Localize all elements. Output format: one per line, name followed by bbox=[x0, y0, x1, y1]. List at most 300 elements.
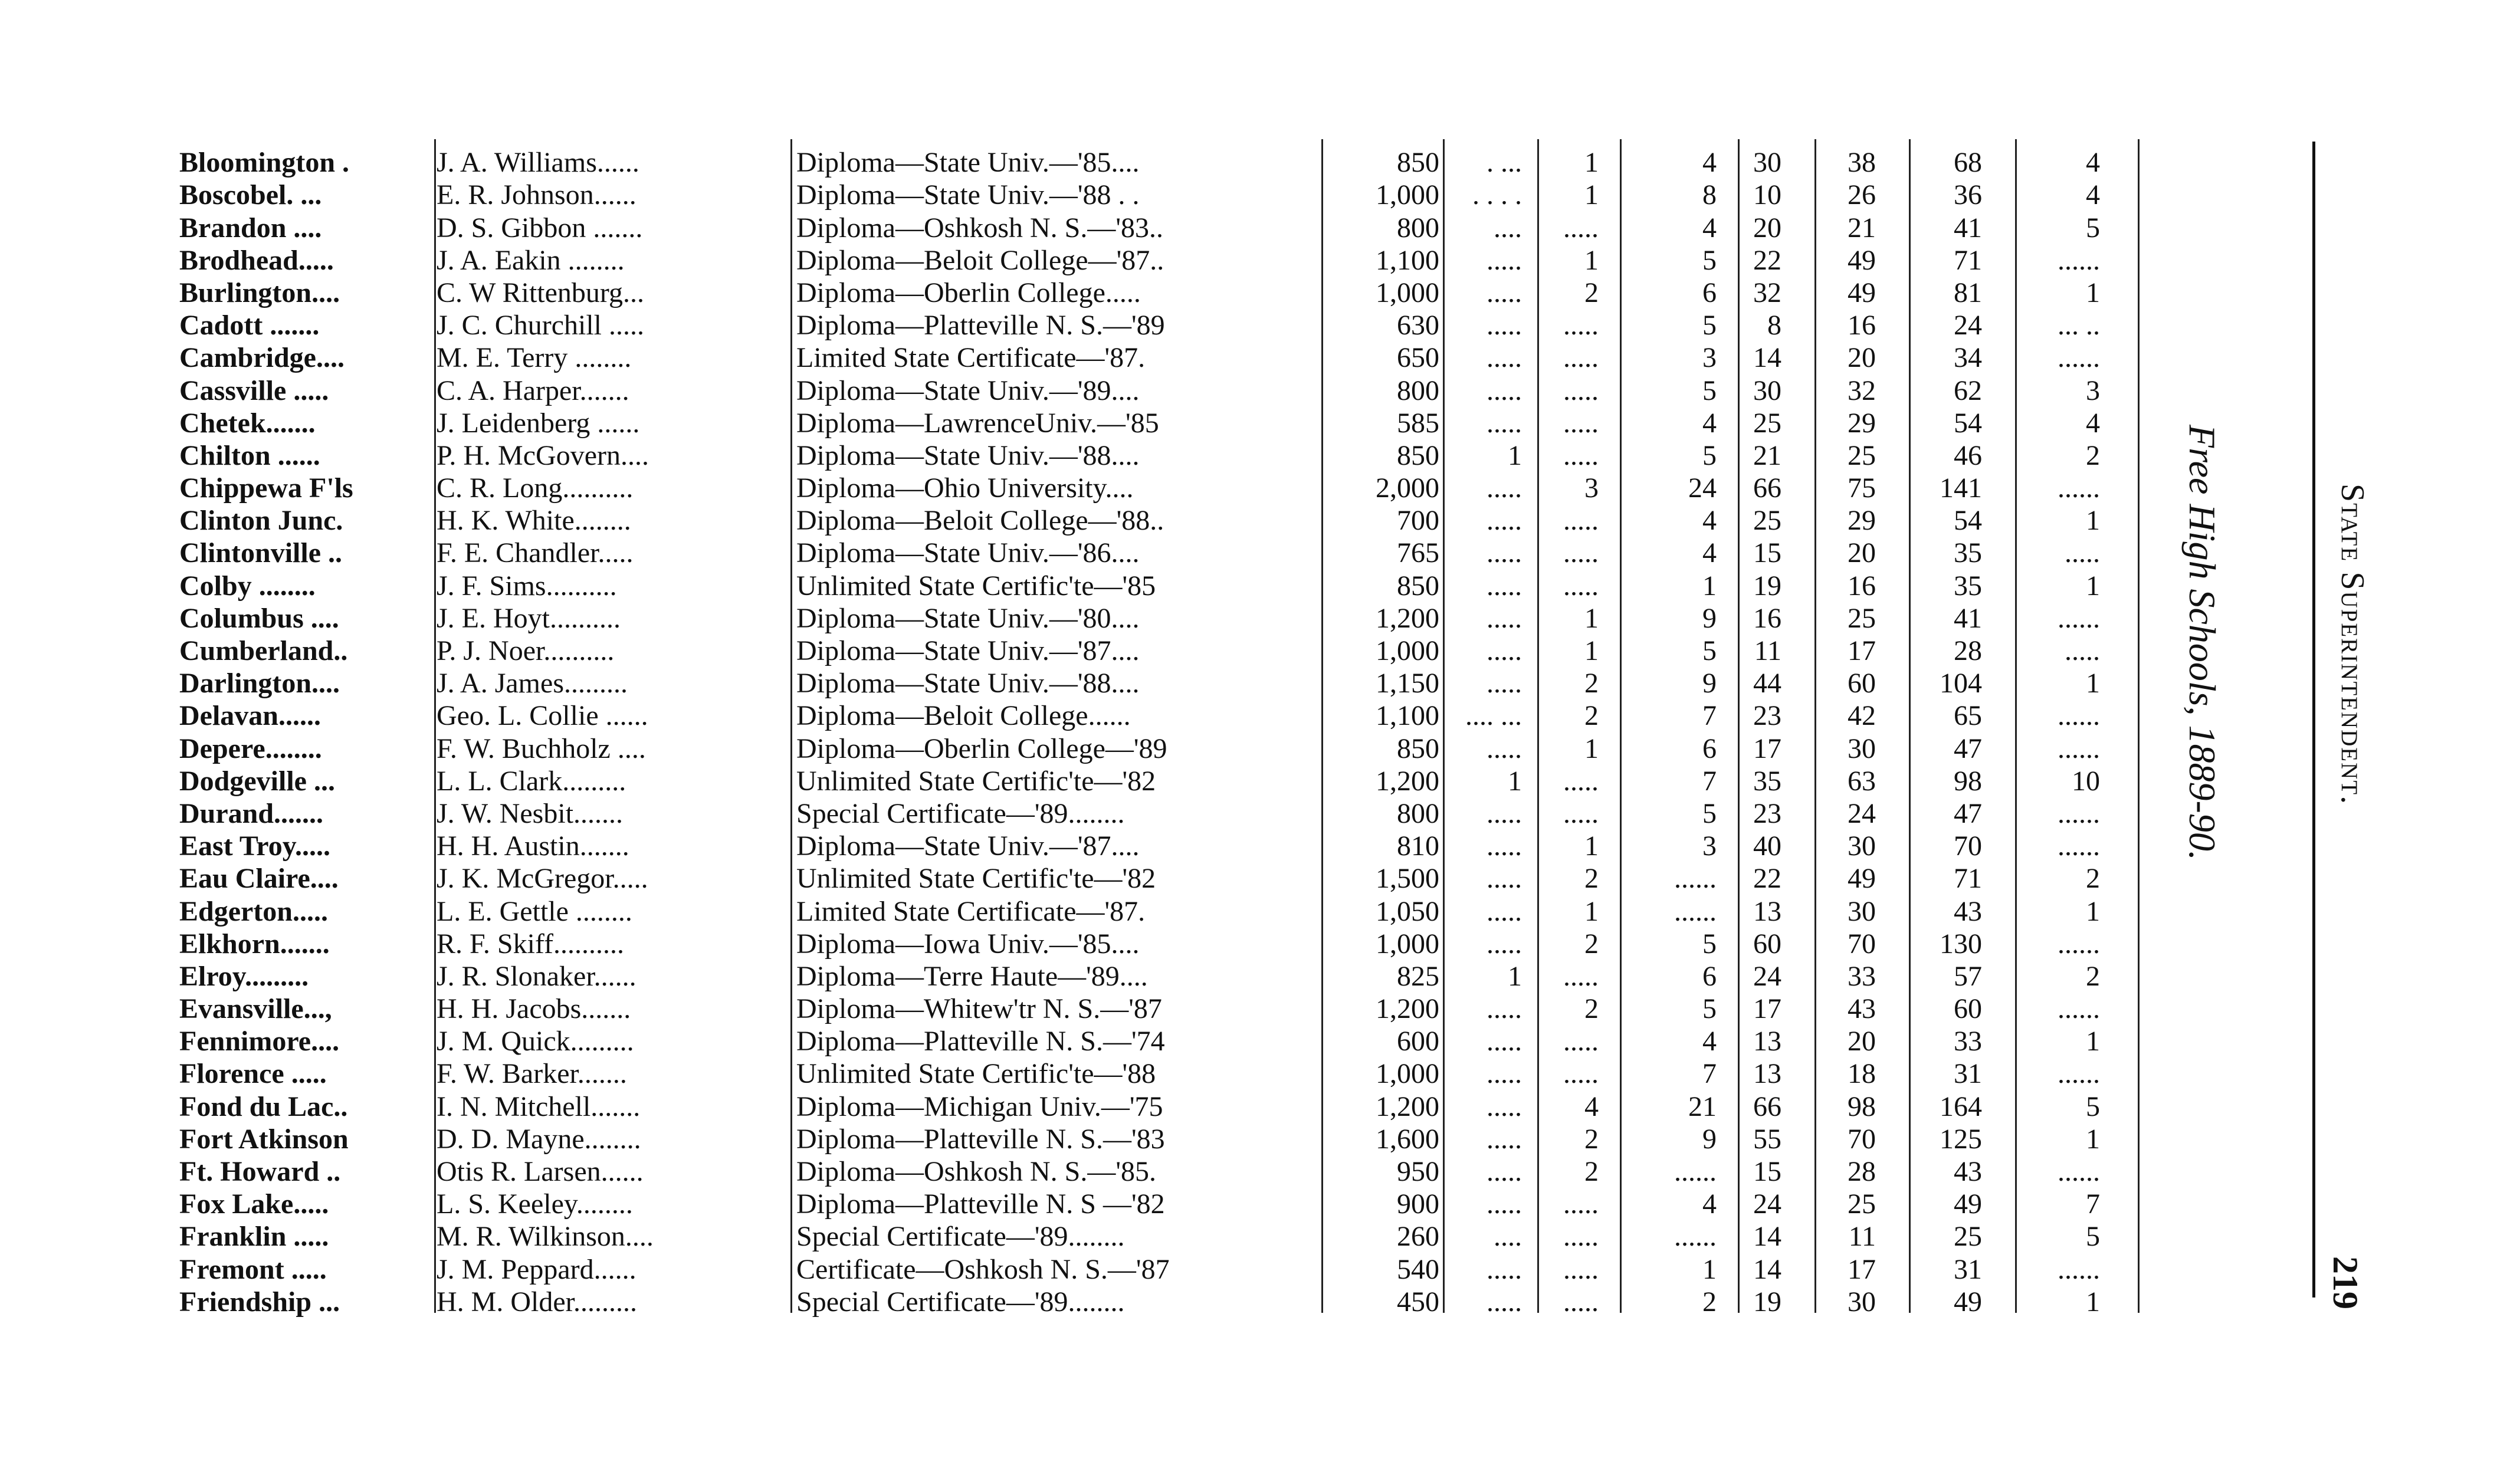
count-cell: 75 bbox=[1848, 474, 1876, 504]
qualification-cell: Limited State Certificate—'87. bbox=[796, 343, 1146, 373]
town-cell: Cambridge.... bbox=[179, 343, 344, 373]
principal-cell: J. A. Eakin ........ bbox=[437, 245, 625, 275]
count-cell: ..... bbox=[1487, 278, 1522, 308]
salary-cell: 650 bbox=[1397, 343, 1439, 373]
count-cell: 63 bbox=[1848, 766, 1876, 796]
table-row bbox=[165, 373, 2135, 405]
count-cell: 60 bbox=[1753, 929, 1781, 959]
qualification-cell: Diploma—Oberlin College..... bbox=[796, 278, 1141, 308]
count-cell: 30 bbox=[1848, 832, 1876, 862]
table-row bbox=[165, 1187, 2135, 1219]
count-cell: ..... bbox=[1487, 734, 1522, 764]
count-cell: 20 bbox=[1848, 538, 1876, 569]
salary-cell: 850 bbox=[1397, 148, 1439, 178]
count-cell: 24 bbox=[1848, 799, 1876, 829]
salary-cell: 800 bbox=[1397, 376, 1439, 406]
qualification-cell: Diploma—Platteville N. S.—'89 bbox=[796, 311, 1165, 341]
qualification-cell: Diploma—Platteville N. S.—'74 bbox=[796, 1027, 1165, 1057]
count-cell: 47 bbox=[1954, 734, 1982, 764]
count-cell: 3 bbox=[2086, 376, 2100, 406]
count-cell: ..... bbox=[1563, 766, 1599, 796]
count-cell: 19 bbox=[1753, 571, 1781, 601]
count-cell: ...... bbox=[2058, 929, 2100, 959]
count-cell: 7 bbox=[2086, 1190, 2100, 1220]
count-cell: ..... bbox=[1487, 1157, 1522, 1187]
count-cell: 10 bbox=[2072, 766, 2100, 796]
count-cell: 4 bbox=[1702, 213, 1717, 243]
running-subtitle: Free High Schools, 1889-90. bbox=[2181, 425, 2223, 860]
salary-cell: 630 bbox=[1397, 311, 1439, 341]
page-number: 219 bbox=[2326, 1256, 2365, 1309]
table-row bbox=[165, 1285, 2135, 1317]
count-cell: 4 bbox=[2086, 408, 2100, 438]
town-cell: Durand....... bbox=[179, 799, 324, 829]
count-cell: ..... bbox=[2065, 538, 2100, 569]
count-cell: 2 bbox=[1584, 864, 1599, 894]
count-cell: 2 bbox=[1584, 669, 1599, 699]
count-cell: 13 bbox=[1753, 896, 1781, 927]
count-cell: 16 bbox=[1848, 571, 1876, 601]
town-cell: Cadott ....... bbox=[179, 311, 320, 341]
count-cell: 57 bbox=[1954, 961, 1982, 991]
count-cell: 1 bbox=[1508, 766, 1522, 796]
table-row bbox=[165, 1154, 2135, 1187]
count-cell: 4 bbox=[1702, 506, 1717, 536]
principal-cell: C. A. Harper....... bbox=[437, 376, 629, 406]
count-cell: 8 bbox=[1702, 180, 1717, 211]
count-cell: ..... bbox=[1487, 832, 1522, 862]
qualification-cell: Unlimited State Certific'te—'82 bbox=[796, 864, 1156, 894]
count-cell: 25 bbox=[1848, 603, 1876, 633]
count-cell: ...... bbox=[2058, 832, 2100, 862]
count-cell: 1 bbox=[2086, 506, 2100, 536]
count-cell: 1 bbox=[2086, 1124, 2100, 1154]
header-rule bbox=[2312, 142, 2315, 1298]
salary-cell: 1,000 bbox=[1376, 180, 1439, 211]
count-cell: 30 bbox=[1848, 896, 1876, 927]
table-row bbox=[165, 145, 2135, 178]
count-cell: ...... bbox=[2058, 1157, 2100, 1187]
count-cell: 20 bbox=[1753, 213, 1781, 243]
count-cell: . ... bbox=[1487, 148, 1522, 178]
count-cell: 68 bbox=[1954, 148, 1982, 178]
count-cell: ..... bbox=[1563, 538, 1599, 569]
count-cell: 2 bbox=[1584, 1157, 1599, 1187]
salary-cell: 450 bbox=[1397, 1287, 1439, 1317]
town-cell: Cassville ..... bbox=[179, 376, 329, 406]
count-cell: ..... bbox=[1487, 1287, 1522, 1317]
count-cell: 55 bbox=[1753, 1124, 1781, 1154]
qualification-cell: Diploma—State Univ.—'80.... bbox=[796, 603, 1140, 633]
count-cell: ..... bbox=[1563, 1190, 1599, 1220]
table-row bbox=[165, 829, 2135, 861]
count-cell: 2 bbox=[1702, 1287, 1717, 1317]
count-cell: 5 bbox=[1702, 636, 1717, 666]
count-cell: 14 bbox=[1753, 343, 1781, 373]
count-cell: 1 bbox=[1702, 571, 1717, 601]
qualification-cell: Diploma—Oshkosh N. S.—'85. bbox=[796, 1157, 1157, 1187]
count-cell: ..... bbox=[1487, 994, 1522, 1024]
salary-cell: 950 bbox=[1397, 1157, 1439, 1187]
salary-cell: 1,000 bbox=[1376, 278, 1439, 308]
count-cell: 141 bbox=[1940, 474, 1982, 504]
count-cell: ..... bbox=[1487, 506, 1522, 536]
qualification-cell: Diploma—Platteville N. S.—'83 bbox=[796, 1124, 1165, 1154]
count-cell: 5 bbox=[2086, 1222, 2100, 1252]
salary-cell: 1,100 bbox=[1376, 245, 1439, 275]
count-cell: 4 bbox=[1702, 538, 1717, 569]
qualification-cell: Diploma—Terre Haute—'89.... bbox=[796, 961, 1148, 991]
qualification-cell: Diploma—Ohio University.... bbox=[796, 474, 1134, 504]
count-cell: 2 bbox=[1584, 278, 1599, 308]
count-cell: 10 bbox=[1753, 180, 1781, 211]
count-cell: 1 bbox=[2086, 278, 2100, 308]
qualification-cell: Diploma—State Univ.—'88 . . bbox=[796, 180, 1140, 211]
salary-cell: 1,200 bbox=[1376, 766, 1439, 796]
town-cell: Columbus .... bbox=[179, 603, 339, 633]
town-cell: Depere........ bbox=[179, 734, 322, 764]
qualification-cell: Special Certificate—'89........ bbox=[796, 1222, 1125, 1252]
count-cell: ..... bbox=[1563, 961, 1599, 991]
count-cell: 62 bbox=[1954, 376, 1982, 406]
count-cell: ..... bbox=[1563, 1254, 1599, 1285]
principal-cell: H. H. Jacobs....... bbox=[437, 994, 631, 1024]
count-cell: 1 bbox=[2086, 896, 2100, 927]
count-cell: 4 bbox=[1584, 1092, 1599, 1122]
count-cell: 5 bbox=[1702, 311, 1717, 341]
count-cell: ...... bbox=[2058, 343, 2100, 373]
table-row bbox=[165, 1056, 2135, 1089]
town-cell: Fond du Lac.. bbox=[179, 1092, 348, 1122]
table-row bbox=[165, 471, 2135, 503]
count-cell: 34 bbox=[1954, 343, 1982, 373]
count-cell: ..... bbox=[1487, 376, 1522, 406]
count-cell: ...... bbox=[1674, 896, 1717, 927]
count-cell: 28 bbox=[1954, 636, 1982, 666]
salary-cell: 850 bbox=[1397, 441, 1439, 471]
salary-cell: 1,150 bbox=[1376, 669, 1439, 699]
town-cell: Clintonville .. bbox=[179, 538, 343, 569]
salary-cell: 2,000 bbox=[1376, 474, 1439, 504]
count-cell: 17 bbox=[1848, 1254, 1876, 1285]
principal-cell: H. M. Older......... bbox=[437, 1287, 637, 1317]
count-cell: 24 bbox=[1753, 961, 1781, 991]
principal-cell: C. W Rittenburg... bbox=[437, 278, 645, 308]
count-cell: 1 bbox=[1584, 180, 1599, 211]
count-cell: 24 bbox=[1753, 1190, 1781, 1220]
count-cell: ...... bbox=[2058, 701, 2100, 731]
table-row bbox=[165, 666, 2135, 698]
count-cell: 14 bbox=[1753, 1254, 1781, 1285]
count-cell: 9 bbox=[1702, 603, 1717, 633]
count-cell: 8 bbox=[1767, 311, 1781, 341]
count-cell: 2 bbox=[2086, 864, 2100, 894]
count-cell: 43 bbox=[1848, 994, 1876, 1024]
table-row bbox=[165, 861, 2135, 894]
count-cell: ...... bbox=[2058, 1254, 2100, 1285]
count-cell: ...... bbox=[2058, 474, 2100, 504]
principal-cell: P. H. McGovern.... bbox=[437, 441, 649, 471]
count-cell: 46 bbox=[1954, 441, 1982, 471]
count-cell: 5 bbox=[1702, 441, 1717, 471]
count-cell: 1 bbox=[1584, 832, 1599, 862]
principal-cell: D. S. Gibbon ....... bbox=[437, 213, 643, 243]
town-cell: Fennimore.... bbox=[179, 1027, 340, 1057]
count-cell: 25 bbox=[1848, 441, 1876, 471]
count-cell: ..... bbox=[1487, 343, 1522, 373]
count-cell: ..... bbox=[1487, 1254, 1522, 1285]
table-row bbox=[165, 764, 2135, 796]
count-cell: 4 bbox=[1702, 1027, 1717, 1057]
count-cell: 71 bbox=[1954, 864, 1982, 894]
qualification-cell: Diploma—Whitew'tr N. S.—'87 bbox=[796, 994, 1162, 1024]
count-cell: 41 bbox=[1954, 213, 1982, 243]
count-cell: 6 bbox=[1702, 734, 1717, 764]
principal-cell: P. J. Noer.......... bbox=[437, 636, 615, 666]
count-cell: 19 bbox=[1753, 1287, 1781, 1317]
principal-cell: I. N. Mitchell....... bbox=[437, 1092, 641, 1122]
count-cell: 49 bbox=[1848, 864, 1876, 894]
table-row bbox=[165, 1089, 2135, 1121]
town-cell: Chilton ...... bbox=[179, 441, 320, 471]
count-cell: ..... bbox=[1563, 799, 1599, 829]
count-cell: 18 bbox=[1848, 1059, 1876, 1089]
principal-cell: F. E. Chandler..... bbox=[437, 538, 634, 569]
count-cell: 32 bbox=[1753, 278, 1781, 308]
count-cell: 81 bbox=[1954, 278, 1982, 308]
count-cell: 7 bbox=[1702, 766, 1717, 796]
qualification-cell: Diploma—Oberlin College—'89 bbox=[796, 734, 1167, 764]
salary-cell: 1,500 bbox=[1376, 864, 1439, 894]
count-cell: ..... bbox=[1487, 1059, 1522, 1089]
principal-cell: J. M. Peppard...... bbox=[437, 1254, 636, 1285]
table-row bbox=[165, 959, 2135, 991]
principal-cell: M. E. Terry ........ bbox=[437, 343, 632, 373]
count-cell: 70 bbox=[1954, 832, 1982, 862]
count-cell: ..... bbox=[1563, 1287, 1599, 1317]
principal-cell: J. A. James......... bbox=[437, 669, 628, 699]
count-cell: 16 bbox=[1848, 311, 1876, 341]
count-cell: ..... bbox=[1563, 376, 1599, 406]
town-cell: Chetek....... bbox=[179, 408, 316, 438]
salary-cell: 800 bbox=[1397, 213, 1439, 243]
salary-cell: 850 bbox=[1397, 571, 1439, 601]
count-cell: ..... bbox=[1487, 1092, 1522, 1122]
salary-cell: 850 bbox=[1397, 734, 1439, 764]
principal-cell: L. L. Clark......... bbox=[437, 766, 626, 796]
town-cell: Cumberland.. bbox=[179, 636, 348, 666]
count-cell: 1 bbox=[2086, 669, 2100, 699]
town-cell: Friendship ... bbox=[179, 1287, 340, 1317]
count-cell: ..... bbox=[1487, 603, 1522, 633]
qualification-cell: Unlimited State Certific'te—'85 bbox=[796, 571, 1156, 601]
count-cell: 4 bbox=[1702, 148, 1717, 178]
town-cell: Dodgeville ... bbox=[179, 766, 335, 796]
count-cell: 13 bbox=[1753, 1059, 1781, 1089]
count-cell: 15 bbox=[1753, 1157, 1781, 1187]
count-cell: 49 bbox=[1848, 245, 1876, 275]
salary-cell: 800 bbox=[1397, 799, 1439, 829]
count-cell: ...... bbox=[1674, 864, 1717, 894]
count-cell: 11 bbox=[1754, 636, 1781, 666]
count-cell: 2 bbox=[1584, 994, 1599, 1024]
principal-cell: J. Leidenberg ...... bbox=[437, 408, 640, 438]
count-cell: 3 bbox=[1584, 474, 1599, 504]
salary-cell: 1,050 bbox=[1376, 896, 1439, 927]
table-row bbox=[165, 178, 2135, 210]
salary-cell: 700 bbox=[1397, 506, 1439, 536]
count-cell: 66 bbox=[1753, 1092, 1781, 1122]
count-cell: 41 bbox=[1954, 603, 1982, 633]
count-cell: 4 bbox=[1702, 408, 1717, 438]
count-cell: 5 bbox=[2086, 1092, 2100, 1122]
count-cell: 42 bbox=[1848, 701, 1876, 731]
salary-cell: 1,200 bbox=[1376, 603, 1439, 633]
column-rule bbox=[2138, 139, 2140, 1313]
table-row bbox=[165, 601, 2135, 633]
salary-cell: 765 bbox=[1397, 538, 1439, 569]
count-cell: ..... bbox=[1487, 636, 1522, 666]
principal-cell: M. R. Wilkinson.... bbox=[437, 1222, 654, 1252]
count-cell: 71 bbox=[1954, 245, 1982, 275]
count-cell: 24 bbox=[1688, 474, 1717, 504]
count-cell: 14 bbox=[1753, 1222, 1781, 1252]
count-cell: 44 bbox=[1753, 669, 1781, 699]
count-cell: 3 bbox=[1702, 343, 1717, 373]
salary-cell: 810 bbox=[1397, 832, 1439, 862]
count-cell: 40 bbox=[1753, 832, 1781, 862]
table-row bbox=[165, 308, 2135, 340]
principal-cell: J. R. Slonaker...... bbox=[437, 961, 636, 991]
salary-cell: 1,200 bbox=[1376, 994, 1439, 1024]
count-cell: 5 bbox=[2086, 213, 2100, 243]
count-cell: 70 bbox=[1848, 1124, 1876, 1154]
count-cell: 26 bbox=[1848, 180, 1876, 211]
table-row bbox=[165, 503, 2135, 536]
principal-cell: L. E. Gettle ........ bbox=[437, 896, 632, 927]
count-cell: ... .. bbox=[2058, 311, 2100, 341]
count-cell: 1 bbox=[1508, 961, 1522, 991]
count-cell: 4 bbox=[2086, 180, 2100, 211]
table-row bbox=[165, 991, 2135, 1024]
count-cell: 60 bbox=[1954, 994, 1982, 1024]
qualification-cell: Diploma—LawrenceUniv.—'85 bbox=[796, 408, 1159, 438]
table-row bbox=[165, 1252, 2135, 1284]
count-cell: . . . . bbox=[1472, 180, 1522, 211]
count-cell: ..... bbox=[1487, 245, 1522, 275]
qualification-cell: Diploma—State Univ.—'86.... bbox=[796, 538, 1140, 569]
principal-cell: H. H. Austin....... bbox=[437, 832, 629, 862]
principal-cell: J. M. Quick......... bbox=[437, 1027, 634, 1057]
town-cell: Delavan...... bbox=[179, 701, 321, 731]
town-cell: Florence ..... bbox=[179, 1059, 327, 1089]
count-cell: ...... bbox=[2058, 994, 2100, 1024]
count-cell: ..... bbox=[1563, 506, 1599, 536]
principal-cell: J. W. Nesbit....... bbox=[437, 799, 624, 829]
principal-cell: J. F. Sims.......... bbox=[437, 571, 617, 601]
qualification-cell: Diploma—Beloit College—'87.. bbox=[796, 245, 1164, 275]
count-cell: 54 bbox=[1954, 408, 1982, 438]
table-row bbox=[165, 536, 2135, 568]
count-cell: 36 bbox=[1954, 180, 1982, 211]
count-cell: 17 bbox=[1753, 734, 1781, 764]
count-cell: ..... bbox=[1563, 1222, 1599, 1252]
table-row bbox=[165, 568, 2135, 600]
count-cell: 43 bbox=[1954, 896, 1982, 927]
table-row bbox=[165, 796, 2135, 829]
count-cell: 66 bbox=[1753, 474, 1781, 504]
count-cell: 31 bbox=[1954, 1254, 1982, 1285]
principal-cell: F. W. Buchholz .... bbox=[437, 734, 646, 764]
count-cell: ..... bbox=[1487, 896, 1522, 927]
count-cell: 1 bbox=[1584, 734, 1599, 764]
count-cell: 22 bbox=[1753, 245, 1781, 275]
count-cell: ..... bbox=[1487, 538, 1522, 569]
table-row bbox=[165, 894, 2135, 926]
principal-cell: Otis R. Larsen...... bbox=[437, 1157, 644, 1187]
qualification-cell: Diploma—State Univ.—'87.... bbox=[796, 636, 1140, 666]
qualification-cell: Unlimited State Certific'te—'82 bbox=[796, 766, 1156, 796]
count-cell: 5 bbox=[1702, 994, 1717, 1024]
town-cell: Elkhorn....... bbox=[179, 929, 330, 959]
count-cell: 23 bbox=[1753, 799, 1781, 829]
count-cell: ..... bbox=[1563, 1027, 1599, 1057]
principal-cell: J. A. Williams...... bbox=[437, 148, 639, 178]
count-cell: 17 bbox=[1848, 636, 1876, 666]
count-cell: 104 bbox=[1940, 669, 1982, 699]
count-cell: 98 bbox=[1954, 766, 1982, 796]
town-cell: Bloomington . bbox=[179, 148, 350, 178]
town-cell: Burlington.... bbox=[179, 278, 340, 308]
town-cell: Fort Atkinson bbox=[179, 1124, 349, 1154]
count-cell: 30 bbox=[1848, 734, 1876, 764]
salary-cell: 600 bbox=[1397, 1027, 1439, 1057]
town-cell: Fox Lake..... bbox=[179, 1190, 329, 1220]
count-cell: 5 bbox=[1702, 929, 1717, 959]
count-cell: 2 bbox=[1584, 701, 1599, 731]
count-cell: 25 bbox=[1848, 1190, 1876, 1220]
count-cell: ..... bbox=[1487, 571, 1522, 601]
count-cell: 43 bbox=[1954, 1157, 1982, 1187]
table-row bbox=[165, 340, 2135, 373]
qualification-cell: Special Certificate—'89........ bbox=[796, 1287, 1125, 1317]
qualification-cell: Special Certificate—'89........ bbox=[796, 799, 1125, 829]
table-row bbox=[165, 1024, 2135, 1056]
count-cell: ..... bbox=[1563, 343, 1599, 373]
count-cell: 21 bbox=[1848, 213, 1876, 243]
count-cell: 1 bbox=[1584, 636, 1599, 666]
table-row bbox=[165, 633, 2135, 666]
qualification-cell: Limited State Certificate—'87. bbox=[796, 896, 1146, 927]
qualification-cell: Diploma—State Univ.—'89.... bbox=[796, 376, 1140, 406]
count-cell: 4 bbox=[2086, 148, 2100, 178]
count-cell: ..... bbox=[2065, 636, 2100, 666]
count-cell: 30 bbox=[1753, 376, 1781, 406]
qualification-cell: Diploma—State Univ.—'87.... bbox=[796, 832, 1140, 862]
count-cell: .... bbox=[1494, 213, 1522, 243]
count-cell: 2 bbox=[2086, 441, 2100, 471]
count-cell: ...... bbox=[1674, 1222, 1717, 1252]
count-cell: 1 bbox=[1702, 1254, 1717, 1285]
count-cell: 4 bbox=[1702, 1190, 1717, 1220]
count-cell: ...... bbox=[2058, 1059, 2100, 1089]
count-cell: 16 bbox=[1753, 603, 1781, 633]
principal-cell: J. C. Churchill ..... bbox=[437, 311, 645, 341]
table-row bbox=[165, 698, 2135, 731]
count-cell: 130 bbox=[1940, 929, 1982, 959]
count-cell: 49 bbox=[1954, 1287, 1982, 1317]
qualification-cell: Diploma—Beloit College...... bbox=[796, 701, 1131, 731]
